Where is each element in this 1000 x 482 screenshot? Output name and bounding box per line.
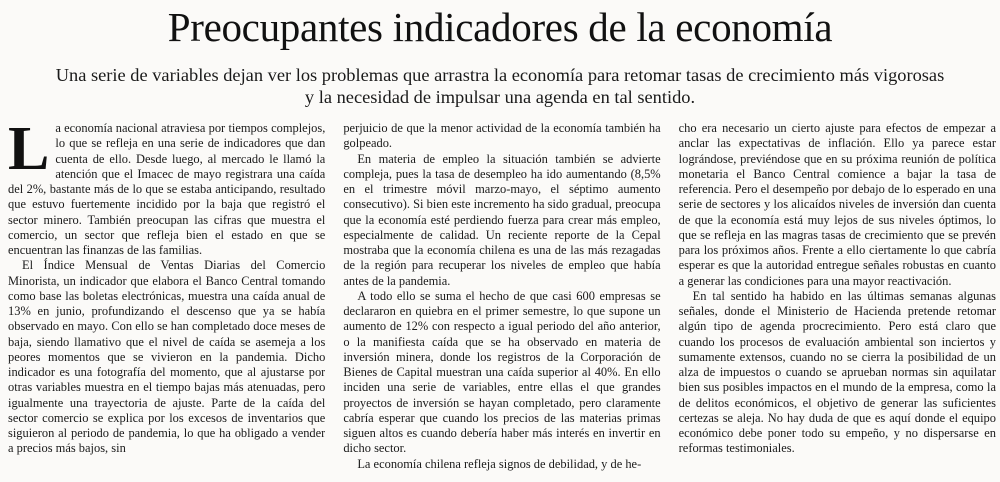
column-3 <box>679 121 996 479</box>
column-2 <box>343 121 660 479</box>
paragraph: La economía chilena refleja signos de debilidad, y de he- <box>357 456 642 471</box>
headline: Preocupantes indicadores de la economía <box>167 4 833 50</box>
paragraph: A todo ello se suma el hecho de que casi 600 empresas se declararon en quiebra en el primer semestre, lo que supone un aumento de 12% con respecto a igual periodo del año anterior, o la manifiesta caída que se ha observado en materia de inversión minera, donde los registros de la Corporación de Bienes de Capital muestran una caída superior al 40%. En ello inciden una serie de variables, entre ellas el que grandes proyectos de inversión se hayan completado, pero claramente cabría esperar que cuando los precios de las materias primas siguen altos es cuando debería haber más interés en invertir en dicho sector. <box>343 288 661 456</box>
paragraph-text: a economía nacional atraviesa por tiempos complejos, lo que se refleja en una serie de indicadores que dan cuenta de ello. Desde luego, al mercado le llamó la atención que el Imacec de mayo registrara una caída del 2%, bastante más de lo que se estaba anticipando, resultado que estuvo fuertemente incidido por la baja que registró el sector minero. También preocupan las cifras que muestra el comercio, un sector que refleja bien el estado en que se encuentran las finanzas de las familias. <box>8 121 326 257</box>
column-1 <box>8 121 325 479</box>
paragraph <box>8 121 325 258</box>
paragraph: En materia de empleo la situación también se advierte compleja, pues la tasa de desempleo ha ido aumentando (8,5% en el trimestre móvil marzo-mayo, el séptimo aumento consecutivo). Si bien este incremento ha sido gradual, preocupa que la economía esté perdiendo fuerza para crear más empleo, especialmente de calidad. Un reciente reporte de la Cepal mostraba que la economía chilena es una de las más rezagadas de la región para recuperar los niveles de empleo que había antes de la pandemia. <box>343 151 661 288</box>
deck: Una serie de variables dejan ver los problemas que arrastra la economía para retomar tasas de crecimiento más vigorosas y la necesidad de impulsar una agenda en tal sentido. <box>55 65 945 107</box>
paragraph: El Índice Mensual de Ventas Diarias del Comercio Minorista, un indicador que elabora el Banco Central tomando como base las boletas electrónicas, muestra una caída anual de 13% en junio, profundizando el descenso que ya se había observado en mayo. Con ello se han completado doce meses de baja, siendo llamativo que el nivel de caída se asemeja a los peores momentos que se vivieron en la pandemia. Dicho indicador es una fotografía del momento, que al ajustarse por otras variables muestra en el tiempo bajas más atenuadas, pero igualmente una trayectoria de ajuste. Parte de la caída del sector comercio se explica por los excesos de inventarios que siguieron al periodo de pandemia, lo que ha obligado a vender a precios más bajos, sin <box>8 258 326 456</box>
paragraph: perjuicio de que la menor actividad de la economía también ha golpeado. <box>343 121 661 151</box>
paragraph: cho era necesario un cierto ajuste para efectos de empezar a anclar las expectativas de inflación. Ello ya parece estar lográndose, previéndose que en su próxima reunión de política monetaria el Banco Central comience a bajar la tasa de referencia. Pero el desempeño por debajo de lo esperado en una serie de sectores y los alicaídos niveles de inversión dan cuenta de que la economía está muy lejos de sus niveles óptimos, lo que se refleja en las magras tasas de crecimiento que se prevén para los próximos años. Frente a ello ciertamente lo que cabría esperar es que la autoridad entregue señales robustas en cuanto a generar las condiciones para una mayor reactivación. <box>678 121 996 288</box>
drop-cap: L <box>8 121 50 183</box>
paragraph: En tal sentido ha habido en las últimas semanas algunas señales, donde el Ministerio de Hacienda pretende retomar algún tipo de agenda procrecimiento. Pero está claro que cuando los procesos de evaluación ambiental son inciertos y sumamente extensos, cuando no se cierra la posibilidad de un alza de impuestos o cuando se aprueban normas sin aquilatar bien sus posibles impactos en el mundo de la empresa, como la de delitos económicos, el objetivo de generar las suficientes certezas se aleja. No hay duda de que es aquí donde el equipo económico debe poner todo su empeño, y no dispersarse en reformas testimoniales. <box>678 288 996 456</box>
body-columns <box>8 121 996 479</box>
